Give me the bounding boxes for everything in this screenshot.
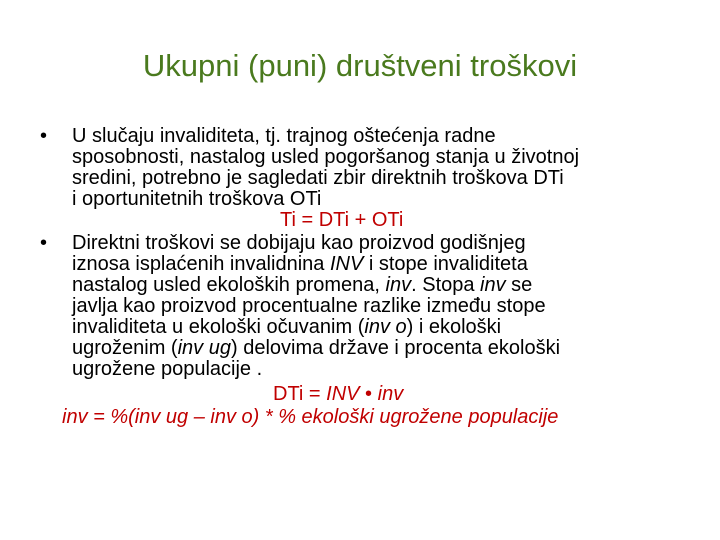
text-segment: ) delovima države i procenta ekološki — [230, 337, 561, 359]
italic-term: inv ug — [177, 337, 231, 359]
formula-total-costs: Ti = DTi + OTi — [280, 209, 404, 231]
formula-segment: DTi = — [273, 383, 327, 405]
bullet-item-direct-costs — [0, 233, 672, 380]
bullet-text-line — [72, 317, 672, 338]
slide-content — [0, 126, 720, 428]
italic-term: inv — [385, 274, 412, 296]
text-segment: i stope invaliditeta — [363, 253, 528, 275]
bullet-dot-icon: • — [40, 125, 48, 147]
bullet-text-line — [72, 254, 672, 275]
bullet-text-line: i oportunitetnih troškova OTi — [72, 188, 322, 210]
text-segment: invaliditeta u ekološki očuvanim ( — [72, 316, 365, 338]
bullet-text-line: Direktni troškovi se dobijaju kao proizvod godišnjeg — [72, 232, 526, 254]
bullet-text-line: sredini, potrebno je sagledati zbir direktnih troškova DTi — [72, 167, 564, 189]
bullet-text-line: U slučaju invaliditeta, tj. trajnog oštećenja radne — [72, 125, 496, 147]
formula-direct-costs — [0, 384, 720, 405]
formula-term: INV — [326, 383, 360, 405]
italic-term: inv — [480, 274, 506, 296]
bullet-text-line: javlja kao proizvod procentualne razlike između stope — [72, 295, 546, 317]
bullet-text-line — [72, 275, 672, 296]
italic-term: inv o — [364, 316, 407, 338]
bullet-text-line: sposobnosti, nastalog usled pogoršanog stanja u životnoj — [72, 146, 580, 168]
text-segment: iznosa isplaćenih invalidnina — [72, 253, 330, 275]
bullet-text-line — [72, 338, 672, 359]
formula-operator: • — [359, 383, 378, 405]
bullet-dot-icon: • — [40, 232, 48, 254]
formula-term: inv — [377, 383, 404, 405]
bullet-text-line: ugrožene populacije . — [72, 358, 263, 380]
text-segment: se — [505, 274, 533, 296]
bullet-item-invalidity — [0, 126, 672, 210]
text-segment: ) i ekološki — [406, 316, 502, 338]
italic-term: INV — [329, 253, 364, 275]
text-segment: nastalog usled ekoloških promena, — [72, 274, 386, 296]
text-segment: ugroženim ( — [72, 337, 178, 359]
text-segment: . Stopa — [411, 274, 481, 296]
slide-title: Ukupni (puni) društveni troškovi — [142, 48, 578, 83]
formula-invalidity-rate: inv = %(inv ug – inv o) * % ekološki ugrožene populacije — [62, 406, 559, 428]
